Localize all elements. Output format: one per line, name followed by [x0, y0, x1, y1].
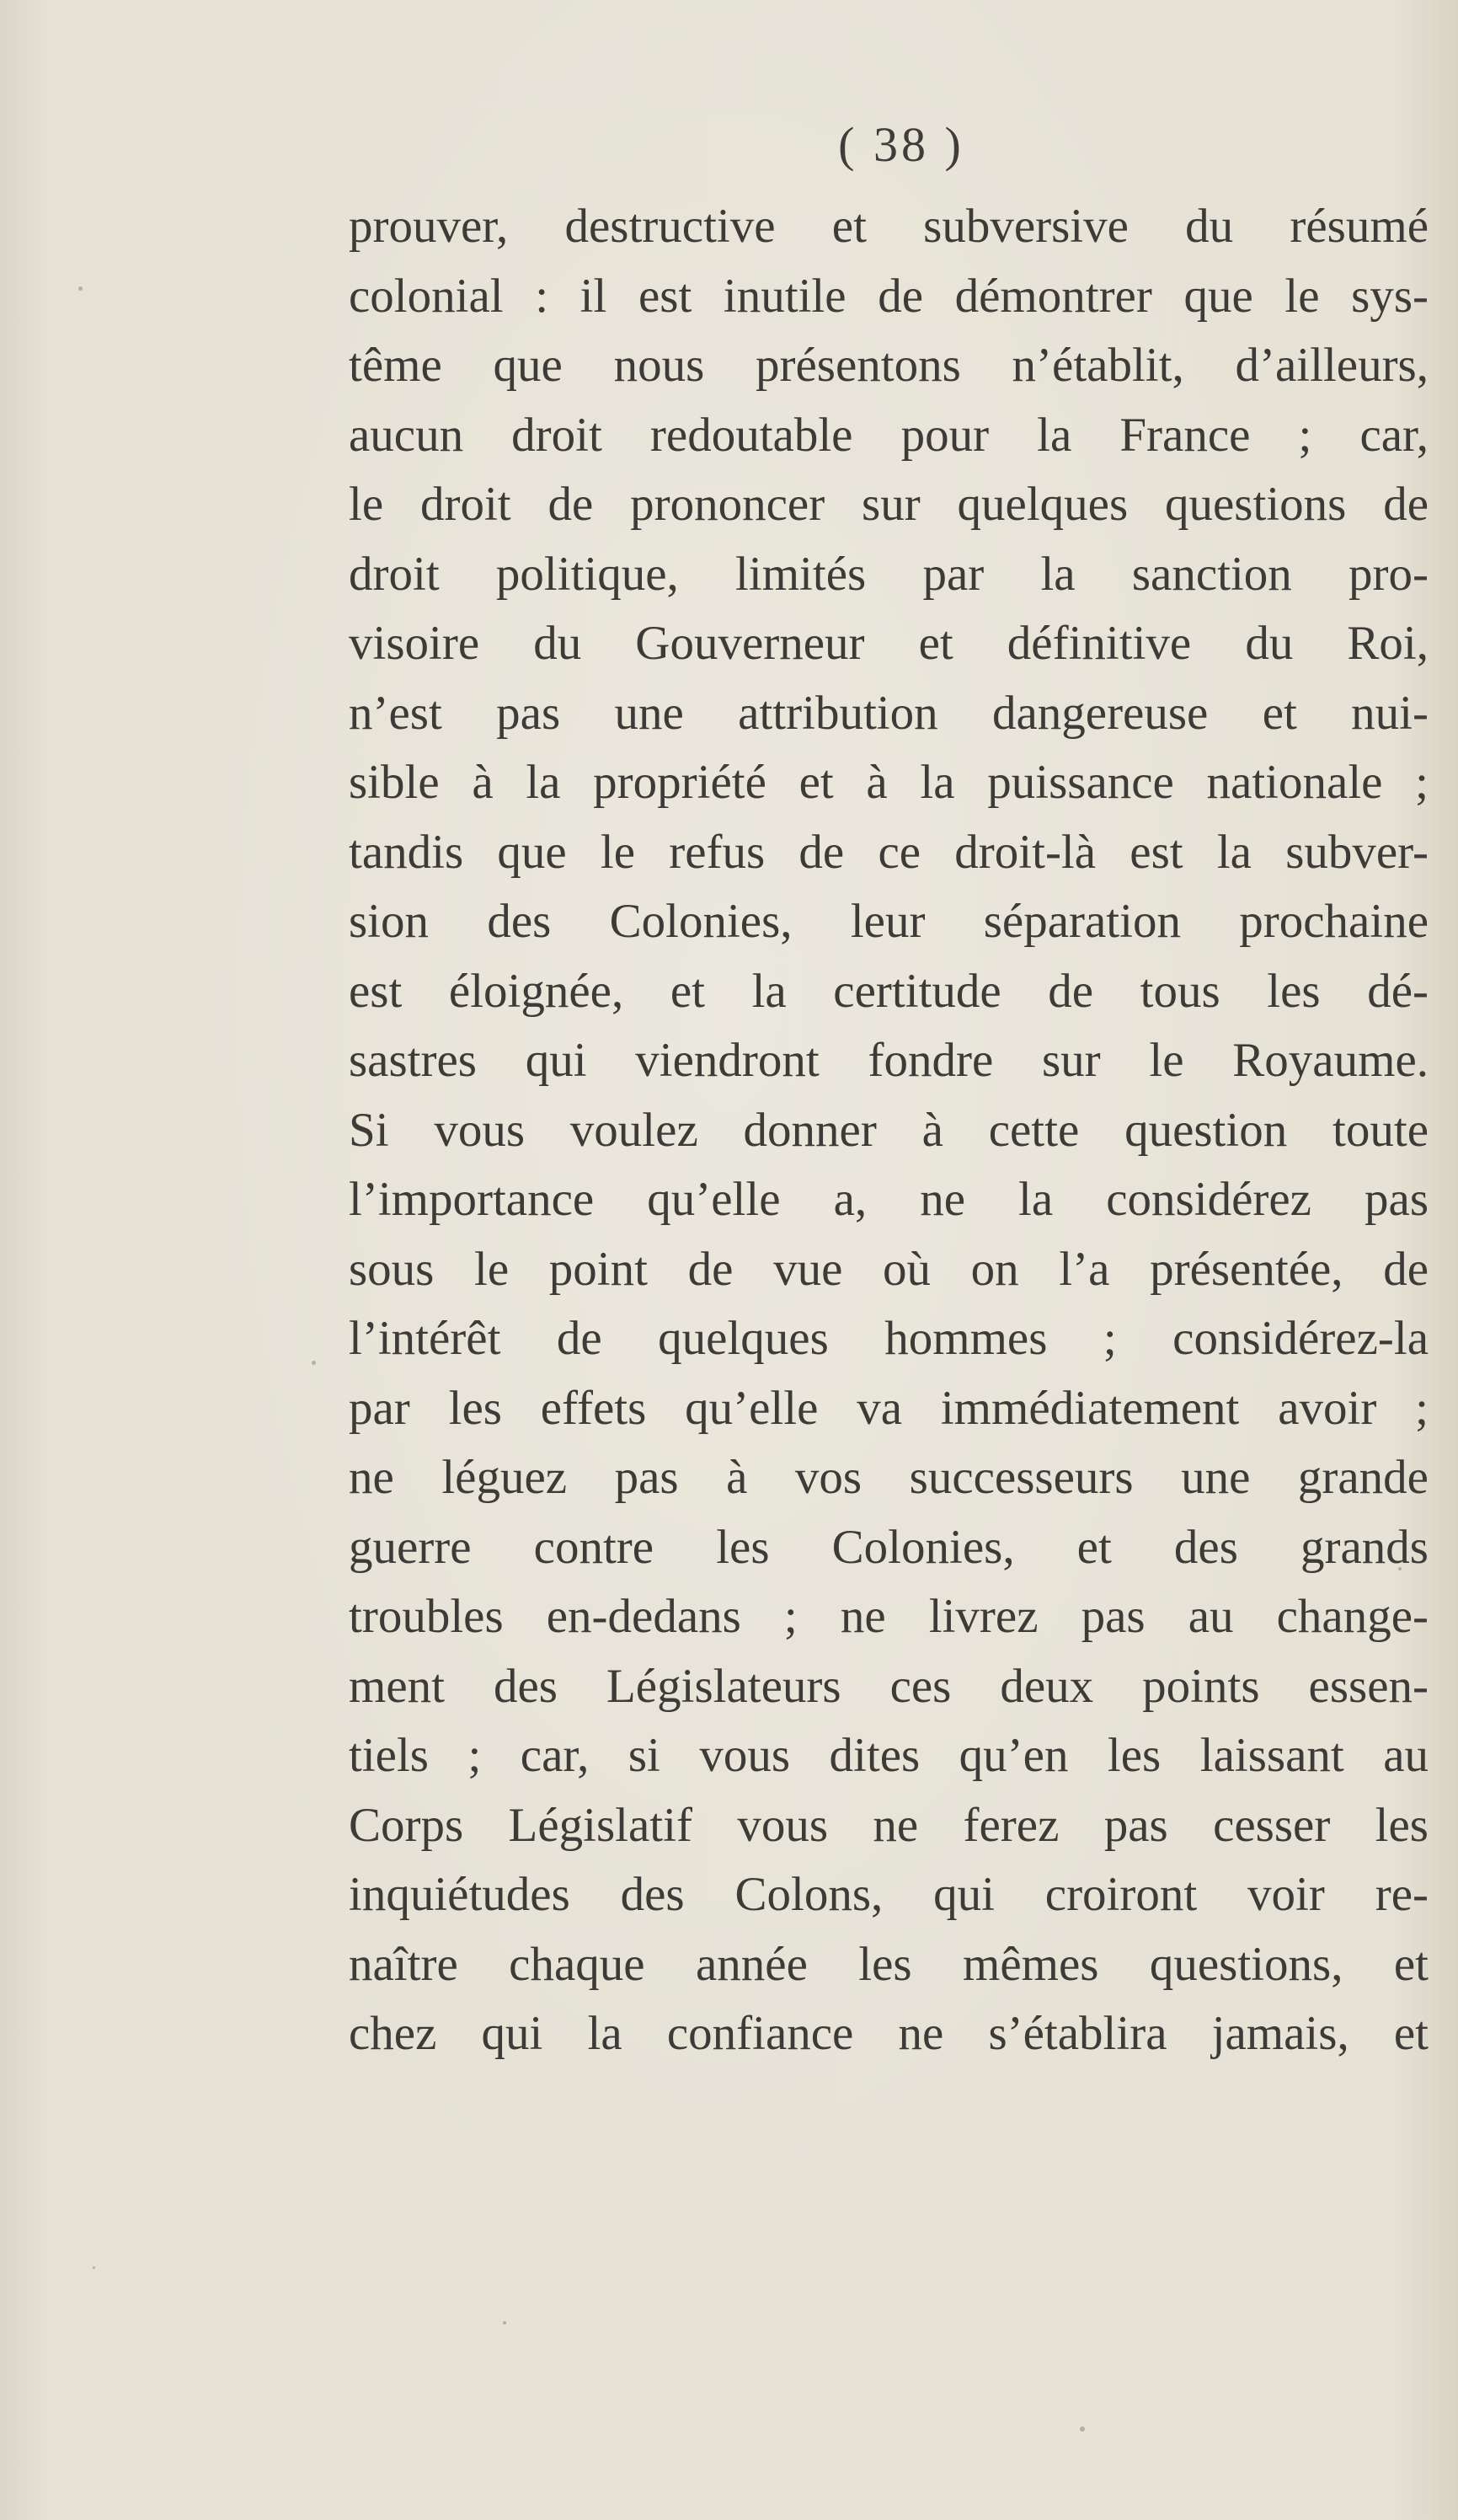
text-line: prouver, destructive et subversive du résumé [349, 200, 1429, 253]
body-text [349, 192, 1429, 2069]
paper-speck [312, 1361, 316, 1365]
text-line: tême que nous présentons n’établit, d’ailleurs, [349, 339, 1429, 392]
text-line: droit politique, limités par la sanction pro- [349, 547, 1429, 601]
text-line: colonial : il est inutile de démontrer que le sys- [349, 269, 1429, 323]
text-line: troubles en-dedans ; ne livrez pas au change- [349, 1590, 1429, 1643]
paper-speck [93, 2266, 95, 2269]
text-line: aucun droit redoutable pour la France ; car, [349, 408, 1429, 462]
text-line: l’intérêt de quelques hommes ; considérez-la [349, 1312, 1429, 1365]
text-line: visoire du Gouverneur et définitive du Roi, [349, 617, 1429, 670]
text-line: sous le point de vue où on l’a présentée, de [349, 1242, 1429, 1296]
text-line: sastres qui viendront fondre sur le Royaume. [349, 1034, 1429, 1087]
page-number: ( 38 ) [838, 117, 964, 172]
text-line: sion des Colonies, leur séparation prochaine [349, 895, 1429, 948]
text-line: ne léguez pas à vos successeurs une grande [349, 1451, 1429, 1504]
paper-speck [503, 2321, 506, 2325]
text-line: par les effets qu’elle va immédiatement avoir ; [349, 1381, 1429, 1435]
text-line: chez qui la confiance ne s’établira jamais, et [349, 2007, 1429, 2060]
text-line: inquiétudes des Colons, qui croiront voir re- [349, 1868, 1429, 1921]
text-line: guerre contre les Colonies, et des grands [349, 1520, 1429, 1574]
text-line: sible à la propriété et à la puissance nationale ; [349, 756, 1429, 809]
text-line: naître chaque année les mêmes questions, et [349, 1937, 1429, 1991]
text-line: le droit de prononcer sur quelques questions de [349, 478, 1429, 531]
text-line: Si vous voulez donner à cette question toute [349, 1103, 1429, 1157]
text-line: l’importance qu’elle a, ne la considérez pas [349, 1173, 1429, 1226]
text-line: est éloignée, et la certitude de tous les dé- [349, 964, 1429, 1018]
text-line: tandis que le refus de ce droit-là est la subver- [349, 825, 1429, 879]
text-line: tiels ; car, si vous dites qu’en les laissant au [349, 1729, 1429, 1782]
text-line: ment des Législateurs ces deux points essen- [349, 1659, 1429, 1713]
text-line: Corps Législatif vous ne ferez pas cesser les [349, 1798, 1429, 1852]
paper-speck [1080, 2426, 1085, 2432]
text-line: n’est pas une attribution dangereuse et nui- [349, 686, 1429, 740]
paper-speck [78, 286, 83, 291]
